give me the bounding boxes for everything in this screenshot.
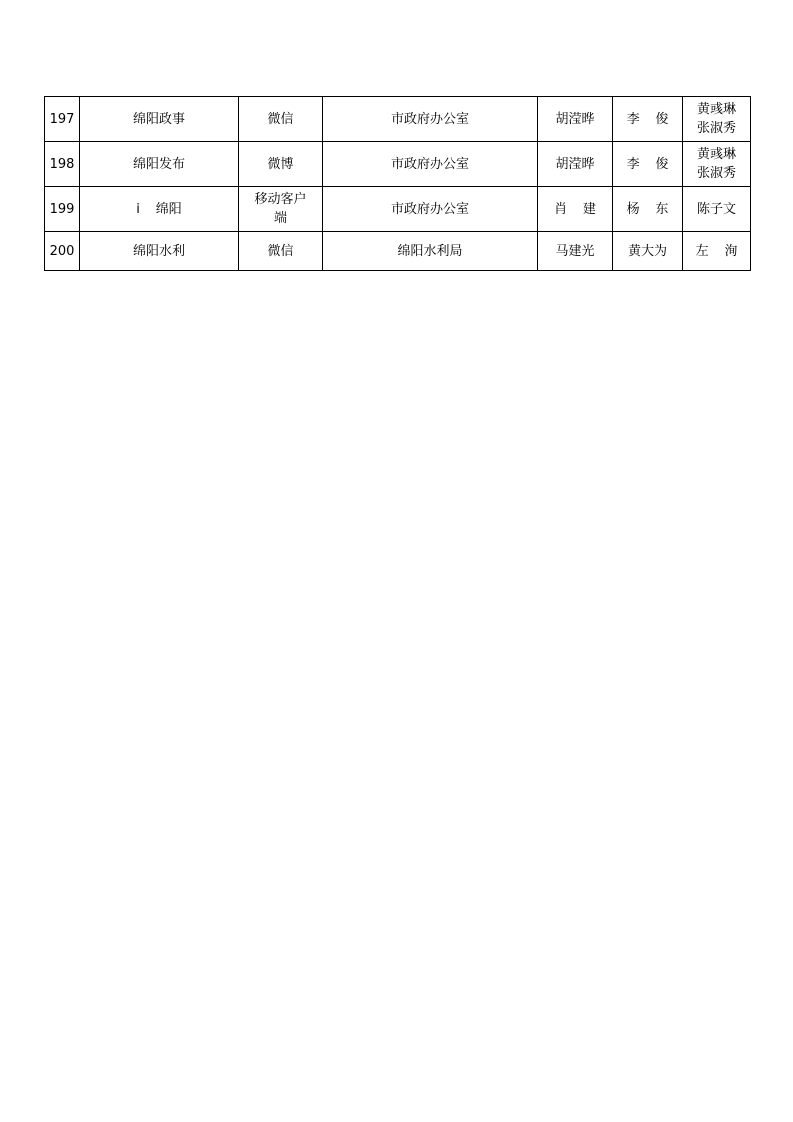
operators-cell bbox=[683, 142, 751, 187]
responsible-leader: 胡滢晔 bbox=[538, 97, 613, 142]
responsible-manager: 杨 东 bbox=[613, 187, 683, 232]
operator-name: 陈子文 bbox=[683, 187, 751, 232]
platform-type: 微信 bbox=[239, 232, 323, 271]
operator-name: 左 洵 bbox=[683, 232, 751, 271]
account-name: 绵阳政事 bbox=[80, 97, 239, 142]
account-name: 绵阳发布 bbox=[80, 142, 239, 187]
row-number: 198 bbox=[45, 142, 80, 187]
platform-type: 微信 bbox=[239, 97, 323, 142]
operator-name: 黄彧琳 bbox=[696, 102, 736, 117]
platform-type-line: 端 bbox=[273, 211, 287, 226]
platform-type bbox=[239, 187, 323, 232]
row-number: 197 bbox=[45, 97, 80, 142]
responsible-manager: 李 俊 bbox=[613, 142, 683, 187]
responsible-leader: 胡滢晔 bbox=[538, 142, 613, 187]
table-row bbox=[45, 232, 751, 271]
account-name: i 绵阳 bbox=[80, 187, 239, 232]
operators-cell bbox=[683, 97, 751, 142]
responsible-manager: 黄大为 bbox=[613, 232, 683, 271]
account-name: 绵阳水利 bbox=[80, 232, 239, 271]
platform-type: 微博 bbox=[239, 142, 323, 187]
row-number: 200 bbox=[45, 232, 80, 271]
table-row bbox=[45, 97, 751, 142]
table-row bbox=[45, 142, 751, 187]
host-organization: 市政府办公室 bbox=[323, 97, 538, 142]
platform-type-line: 移动客户 bbox=[254, 192, 307, 207]
operator-name: 张淑秀 bbox=[696, 121, 736, 136]
operator-name: 张淑秀 bbox=[696, 166, 736, 181]
responsible-leader: 马建光 bbox=[538, 232, 613, 271]
host-organization: 市政府办公室 bbox=[323, 142, 538, 187]
host-organization: 市政府办公室 bbox=[323, 187, 538, 232]
responsible-leader: 肖 建 bbox=[538, 187, 613, 232]
table-row bbox=[45, 187, 751, 232]
media-roster-table bbox=[44, 96, 751, 271]
row-number: 199 bbox=[45, 187, 80, 232]
operator-name: 黄彧琳 bbox=[696, 147, 736, 162]
responsible-manager: 李 俊 bbox=[613, 97, 683, 142]
host-organization: 绵阳水利局 bbox=[323, 232, 538, 271]
